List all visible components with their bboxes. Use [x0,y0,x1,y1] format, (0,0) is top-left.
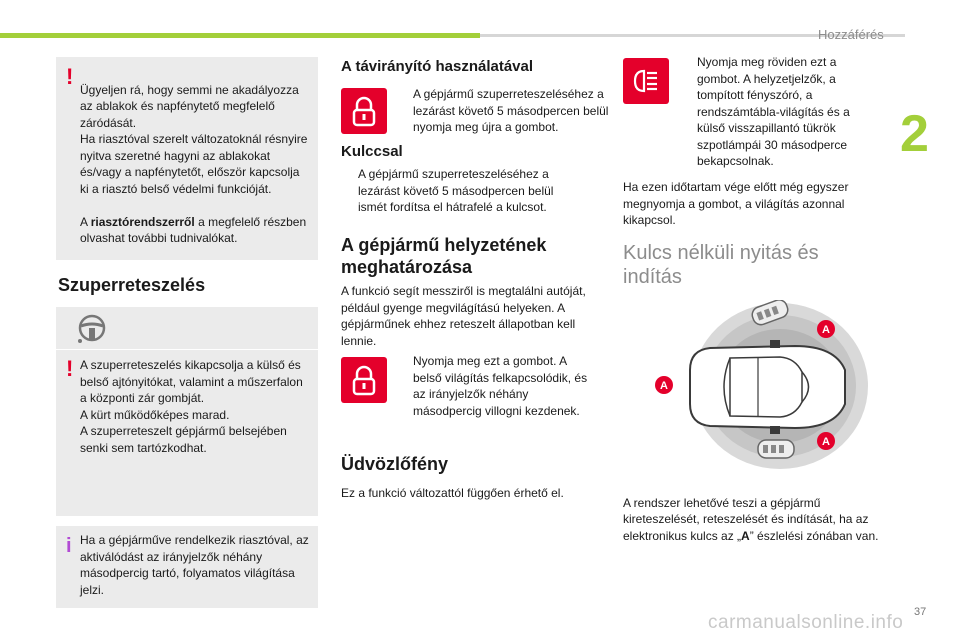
key-step-text: A gépjármű szuperreteszeléséhez a lezárást követő 5 másodpercen belül ismét fordítsa el hátrafelé a kulcsot. [358,167,554,214]
remote-heading: A távirányító használatával [341,58,534,75]
watermark: carmanualsonline.info [708,612,904,633]
info-icon: i [66,535,72,557]
lock-button-icon-1 [341,88,387,134]
lights-step-text: Nyomja meg röviden ezt a gombot. A helyzetjelzők, a tompított fényszóró, a rendszámtábla-világítás és a külső visszapillantó tükrök szpotlámpái 30 másodperce bekapcsolnak. [697,55,850,168]
welcome-light-paragraph: Ez a funkció változattól függően érhető el. [341,486,564,500]
steering-wheel-icon [76,312,108,344]
headlights-button-icon-box [623,58,669,104]
steering-icon-box [56,307,318,349]
zone-marker-label: A [822,324,830,336]
lock-button-icon [341,357,387,403]
warning-note-text: Ügyeljen rá, hogy semmi ne akadályozza az ablakok és napfénytető megfelelő záródását. Ha riasztóval szerelt változatoknál résnyire nyitva szeretné hagyni az ablakokat és/vagy a napfénytetőt, először kapcsolja ki a riasztó belső védelmi funkcióját. A riasztórendszerről a megfelelő részben olvashat további tudnivalókat. [80,82,308,245]
superlocking-heading: Szuperreteszelés [58,275,206,295]
warning-exclamation-icon: ! [66,64,74,89]
zone-marker-label: A [660,380,668,392]
chapter-number: 2 [900,105,929,163]
keyless-heading: Kulcs nélküli nyitás és indítás [623,242,819,288]
remote-step-text: A gépjármű szuperreteszeléséhez a lezárást követő 5 másodpercen belül nyomja meg újra a gombot. [413,87,609,134]
welcome-light-heading: Üdvözlőfény [341,454,449,474]
vehicle-locate-step: Nyomja meg ezt a gombot. A belső világítás felkapcsolódik, és az irányjelzők néhány másodpercig villogni kezdenek. [413,354,588,418]
headlights-button-icon [623,58,669,104]
vehicle-locate-paragraph: A funkció segít messziről is megtalálni autóját, például gyenge megvilágítású helyeken. A gépjárműnek ehhez reteszelt állapotban kell lennie. [341,284,586,348]
header-accent-bar [0,33,480,38]
warning-note-superlocking [56,350,318,516]
zone-marker-label: A [822,436,830,448]
lock-button-icon [341,88,387,134]
alarm-system-reference: riasztórendszerről [90,214,195,229]
lights-paragraph: Ha ezen időtartam vége előtt még egyszer megnyomja a gombot, a világítás azonnal kikapcsol. [623,180,849,227]
info-note-text: Ha a gépjárműve rendelkezik riasztóval, az aktiválódást az irányjelzők néhány másodpercig tartó, folyamatos világítása jelzi. [80,533,309,597]
zone-reference: A [741,528,750,543]
keyless-zone-illustration [630,300,870,472]
key-heading: Kulccsal [341,143,403,160]
info-note-alarm [56,526,318,608]
lock-button-icon-2 [341,357,387,403]
page-number: 37 [914,606,927,618]
vehicle-locate-heading: A gépjármű helyzetének meghatározása [341,235,547,277]
keyless-paragraph: A rendszer lehetővé teszi a gépjármű kireteszelését, reteszelését és indítását, ha az elektronikus kulcs az „A” észlelési zónában van. [623,495,879,543]
warning-note-windows [56,57,318,260]
section-title: Hozzáférés [818,27,884,42]
warning-exclamation-icon: ! [66,356,74,381]
superlocking-warning-text: A szuperreteszelés kikapcsolja a külső és belső ajtónyitókat, valamint a műszerfalon a központi zár gombját. A kürt működőképes marad. A szuperreteszelt gépjármű belsejében senki sem tartózkodhat. [80,358,303,455]
key-fob-icon [758,440,794,458]
